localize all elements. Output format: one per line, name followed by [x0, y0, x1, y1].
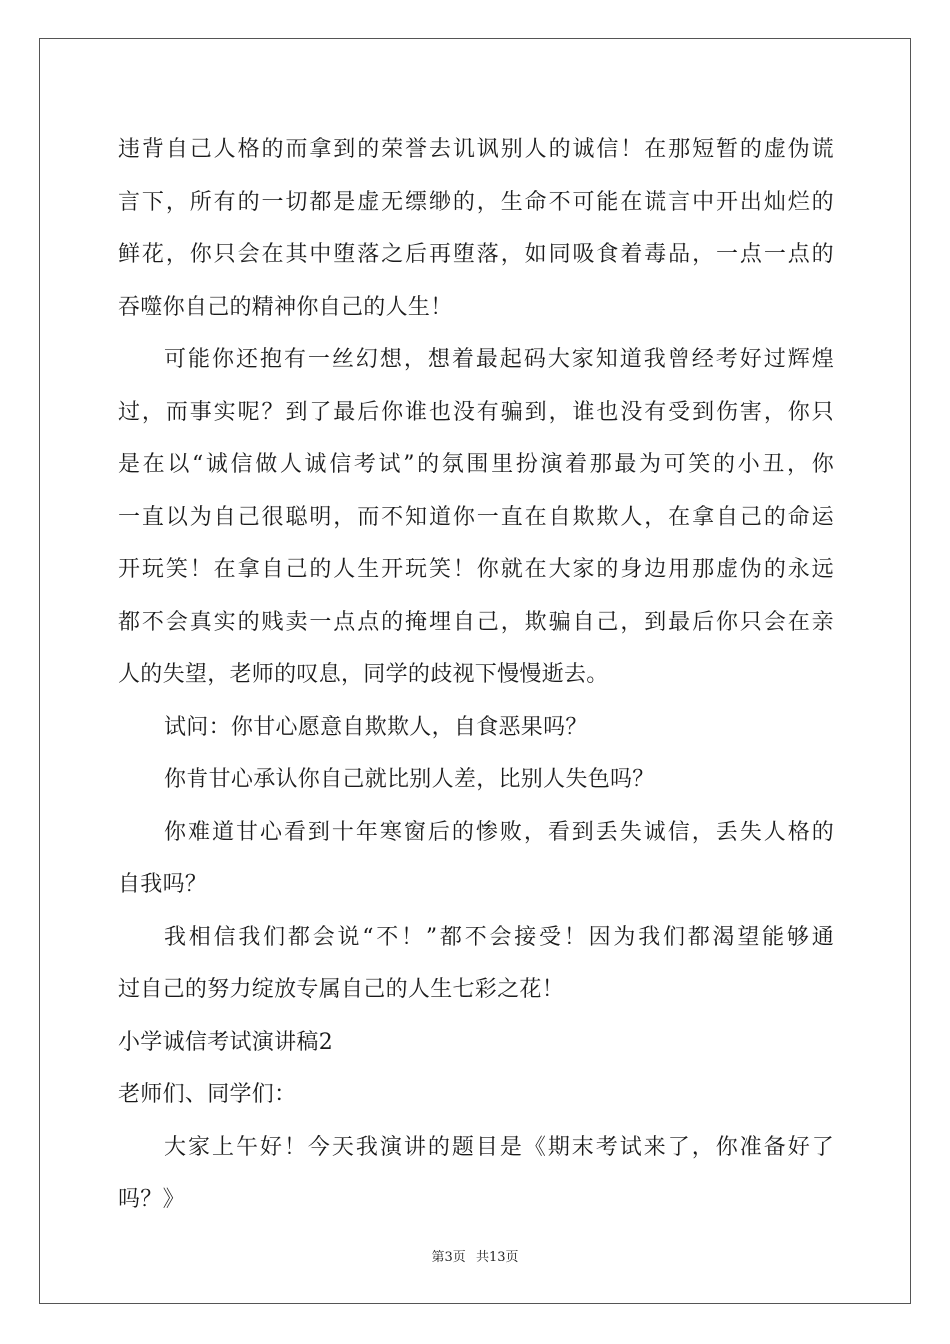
text-line: 你肯甘心承认你自己就比别人差，比别人失色吗？	[164, 767, 655, 792]
text-line: 你难道甘心看到十年寒窗后的惨败，看到丢失诚信，丢失人格的	[164, 819, 834, 845]
text-line: 人的失望，老师的叹息，同学的歧视下慢慢逝去。	[118, 662, 609, 687]
page-number: 第3页	[431, 1250, 466, 1265]
text-line: 鲜花，你只会在其中堕落之后再堕落，如同吸食着毒品，一点一点的	[118, 242, 834, 267]
text-line: 违背自己人格的而拿到的荣誉去讥讽别人的诚信！在那短暂的虚伪谎	[118, 137, 834, 162]
salutation: 老师们、同学们：	[118, 1082, 297, 1107]
text-line: 过，而事实呢？到了最后你谁也没有骗到，谁也没有受到伤害，你只	[118, 399, 834, 425]
text-line: 试问：你甘心愿意自欺欺人，自食恶果吗？	[164, 714, 588, 740]
section-heading: 小学诚信考试演讲稿2	[118, 1029, 333, 1055]
text-line: 大家上午好！今天我演讲的题目是《期末考试来了，你准备好了	[164, 1134, 834, 1160]
text-line: 吞噬你自己的精神你自己的人生！	[118, 294, 453, 320]
text-line: 是在以“诚信做人诚信考试”的氛围里扮演着那最为可笑的小丑，你	[118, 452, 834, 477]
text-line: 吗？》	[118, 1187, 185, 1212]
text-line: 过自己的努力绽放专属自己的人生七彩之花！	[118, 977, 565, 1002]
text-line: 一直以为自己很聪明，而不知道你一直在自欺欺人，在拿自己的命运	[118, 504, 834, 530]
page-footer	[0, 1246, 950, 1265]
text-line: 可能你还抱有一丝幻想，想着最起码大家知道我曾经考好过辉煌	[164, 347, 834, 372]
text-line: 自我吗？	[118, 872, 208, 897]
text-line: 言下，所有的一切都是虚无缥缈的，生命不可能在谎言中开出灿烂的	[118, 189, 834, 215]
document-body	[118, 124, 834, 1227]
text-line: 都不会真实的贱卖一点点的掩埋自己，欺骗自己，到最后你只会在亲	[118, 609, 834, 635]
text-line: 我相信我们都会说“不！”都不会接受！因为我们都渴望能够通	[164, 924, 834, 950]
text-line: 开玩笑！在拿自己的人生开玩笑！你就在大家的身边用那虚伪的永远	[118, 557, 834, 582]
page-total: 共13页	[475, 1250, 519, 1265]
